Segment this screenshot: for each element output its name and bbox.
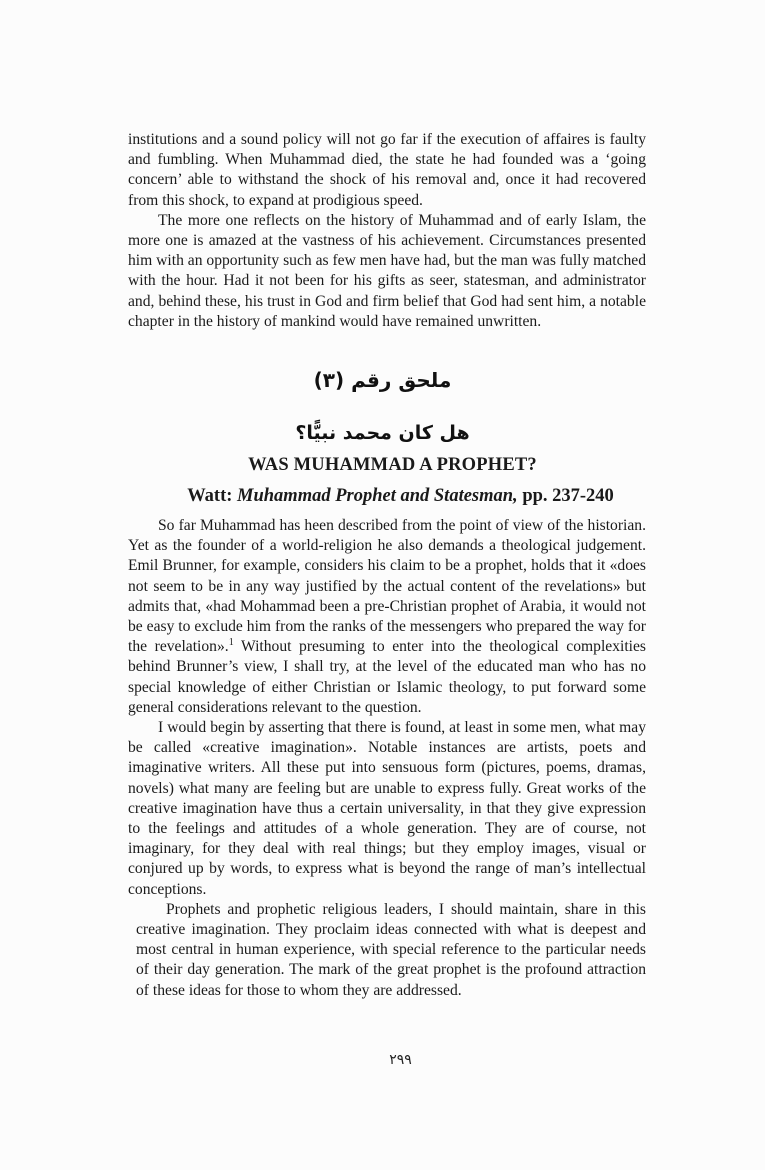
source-book-title: Muhammad Prophet and Statesman, — [237, 486, 518, 506]
paragraph-prophets: Prophets and prophetic religious leaders, I should maintain, share in this creative imagination. They proclaim ideas connected with what is deepest and most central in human experience, with special reference to the particular needs of their day generation. The mark of the great prophet is the profound attraction of these ideas for those to whom they are addressed. — [136, 900, 646, 999]
source-citation — [0, 486, 765, 507]
paragraph-historian — [128, 516, 646, 718]
source-author: Watt: — [187, 486, 233, 506]
body-text-section — [128, 516, 646, 1001]
continued-text-section — [128, 130, 646, 332]
paragraph-historian-part-b: Without presuming to enter into the theological complexities behind Brunner’s view, I shall try, at the level of the educated man who has no special knowledge of either Christian or Islamic theology, to put forward some general considerations relevant to the question. — [128, 638, 646, 716]
source-pages: pp. 237-240 — [522, 486, 614, 506]
page-number: ٢٩٩ — [389, 1052, 412, 1068]
paragraph-historian-part-a: So far Muhammad has heen described from the point of view of the historian. Yet as the founder of a world-religion he also demands a theological judgement. Emil Brunner, for example, considers his claim to be a prophet, holds that it «does not seem to be in any way justified by the actual content of the revelations» but admits that, «had Mohammad been a pre-Christian prophet of Arabia, it would not be easy to exclude him from the ranks of the messengers who prepared the way for the revelation». — [128, 517, 646, 656]
appendix-title: ملحق رقم (٣) — [313, 368, 452, 392]
paragraph-reflection: The more one reflects on the history of Muhammad and of early Islam, the more one is amazed at the vastness of his achievement. Circumstances presented him with an opportunity such as few men have had, but the man was fully matched with the hour. Had it not been for his gifts as seer, statesman, and administrator and, behind these, his trust in God and firm belief that God had sent him, a notable chapter in the history of mankind would have remained unwritten. — [128, 211, 646, 330]
paragraph-creative-imagination: I would begin by asserting that there is found, at least in some men, what may be called «creative imagination». Notable instances are artists, poets and imaginative writers. All these put into sensuous form (pictures, poems, dramas, novels) what many are feeling but are unable to express fully. Great works of the creative imagination have thus a certain universality, in that they give expression to the feelings and attitudes of a whole generation. They are of course, not imaginary, for they deal with real things; but they employ images, visual or conjured up by words, to express what is beyond the range of man’s intellectual conceptions. — [128, 719, 646, 898]
arabic-question-heading: هل كان محمد نبيًّا؟ — [295, 422, 470, 444]
paragraph-continued: institutions and a sound policy will not go far if the execution of affaires is faulty and fumbling. When Muhammad died, the state he had founded was a ‘going concern’ able to withstand the shock of his removal and, once it had recovered from this shock, to expand at prodigious speed. — [128, 131, 646, 209]
section-title: WAS MUHAMMAD A PROPHET? — [248, 455, 537, 475]
footnote-marker: 1 — [228, 637, 234, 649]
